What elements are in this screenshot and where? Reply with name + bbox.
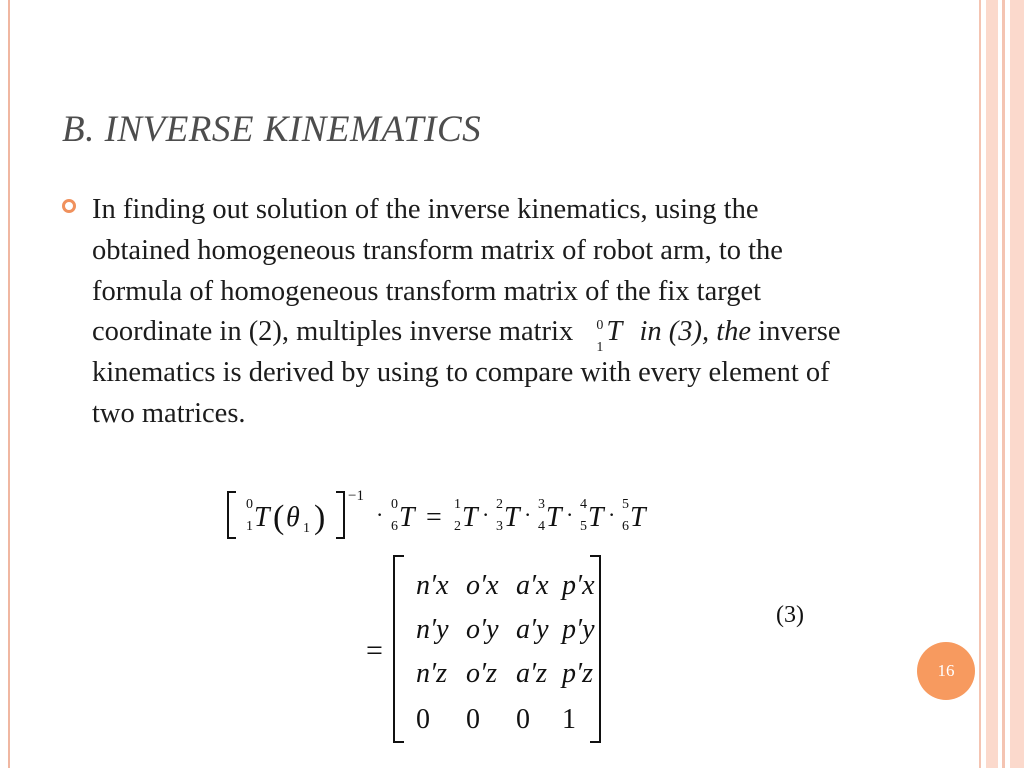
chain-sub: 6 xyxy=(622,519,629,534)
chain-dot: · xyxy=(482,502,490,527)
bullet-text-italic: in (3), the xyxy=(639,316,752,348)
chain-sup: 5 xyxy=(622,497,629,512)
chain-sub: 4 xyxy=(538,519,545,534)
bullet-text-part1: In finding out solution of the inverse kinematics, using the obtained homogeneous transform matrix of robot arm, to the formula of homogeneous transform matrix of the fix target coordinate in (2), multiples inverse matrix xyxy=(92,194,783,348)
chain-sup: 1 xyxy=(454,497,461,512)
lhs-theta-sub: 1 xyxy=(303,521,310,536)
lhs-paren-open: ( xyxy=(273,499,285,536)
equation-svg xyxy=(216,480,816,750)
matrix-cell: o′z xyxy=(466,658,498,689)
chain-dot: · xyxy=(608,502,616,527)
chain-T: T xyxy=(630,502,646,533)
lhs-dot: · xyxy=(376,502,384,527)
chain-T: T xyxy=(588,502,604,533)
page-number: 16 xyxy=(937,661,955,680)
matrix-cell: p′y xyxy=(562,614,595,645)
matrix-cell: a′x xyxy=(516,570,549,601)
equation-number: (3) xyxy=(776,602,804,628)
right-border-stripe xyxy=(986,0,998,768)
equals-sign-matrix: = xyxy=(366,634,383,667)
left-border-line xyxy=(8,0,10,768)
bullet-circle-icon xyxy=(62,199,76,213)
bullet-text-part2: inverse kinematics is derived by using to compare with every element of two matrices. xyxy=(92,316,841,429)
matrix-cells xyxy=(416,570,595,735)
lhs-sup: 0 xyxy=(246,497,253,512)
chain-T: T xyxy=(462,502,478,533)
matrix-cell: 0 xyxy=(466,704,480,735)
bullet-item xyxy=(62,190,862,435)
bullet-text xyxy=(92,190,862,435)
chain-T: T xyxy=(504,502,520,533)
page-number-badge xyxy=(917,642,975,700)
chain-sub: 5 xyxy=(580,519,587,534)
matrix-cell: o′x xyxy=(466,570,499,601)
lhs-T-b: T xyxy=(399,502,415,533)
chain-dot: · xyxy=(524,502,532,527)
chain-dot: · xyxy=(566,502,574,527)
matrix-cell: a′y xyxy=(516,614,549,645)
right-border-stripe xyxy=(1002,0,1005,768)
matrix-cell: p′z xyxy=(562,658,594,689)
lhs-right-bracket xyxy=(336,492,344,538)
chain-sup: 3 xyxy=(538,497,545,512)
inline-transform-symbol: 0 1 T xyxy=(596,316,623,356)
lhs-sup-b: 0 xyxy=(391,497,398,512)
lhs-T: T xyxy=(254,502,270,533)
lhs-exponent: −1 xyxy=(348,488,364,504)
matrix-cell: 1 xyxy=(562,704,576,735)
slide-title: B. INVERSE KINEMATICS xyxy=(62,109,482,150)
matrix-left-bracket xyxy=(394,556,404,742)
lhs-paren-close: ) xyxy=(314,499,326,536)
lhs-sub-b: 6 xyxy=(391,519,398,534)
matrix-cell: 0 xyxy=(416,704,430,735)
equation-block xyxy=(216,480,816,750)
rhs-chain xyxy=(454,497,648,534)
matrix-cell: n′x xyxy=(416,570,449,601)
chain-sup: 2 xyxy=(496,497,503,512)
matrix-cell: p′x xyxy=(562,570,595,601)
matrix-cell: o′y xyxy=(466,614,499,645)
chain-sub: 2 xyxy=(454,519,461,534)
lhs-sub: 1 xyxy=(246,519,253,534)
equals-sign-top: = xyxy=(426,502,442,533)
matrix-cell: a′z xyxy=(516,658,548,689)
chain-T: T xyxy=(546,502,562,533)
right-border-stripe xyxy=(1010,0,1024,768)
lhs-left-bracket xyxy=(228,492,236,538)
matrix-cell: n′z xyxy=(416,658,448,689)
matrix-cell: 0 xyxy=(516,704,530,735)
matrix-cell: n′y xyxy=(416,614,449,645)
chain-sub: 3 xyxy=(496,519,503,534)
right-border-stripe xyxy=(979,0,981,768)
lhs-theta: θ xyxy=(286,502,300,533)
chain-sup: 4 xyxy=(580,497,587,512)
